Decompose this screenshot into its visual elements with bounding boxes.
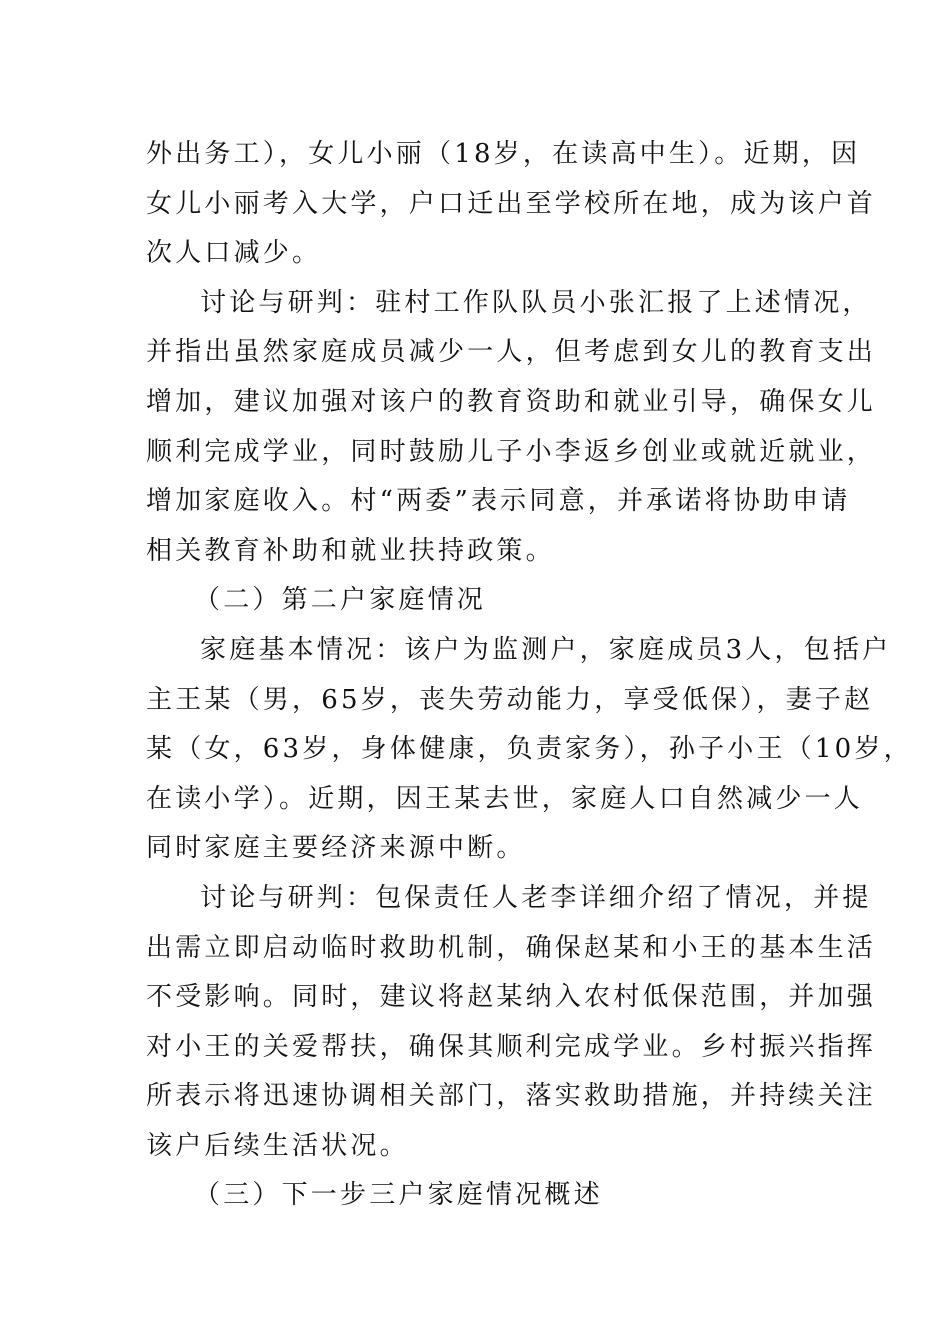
document-body (146, 130, 913, 1221)
paragraph-line: 次人口减少。 (146, 238, 322, 269)
paragraph-line: 在读小学）。近期，因王某去世，家庭人口自然减少一人 (146, 783, 864, 814)
paragraph-line: 所表示将迅速协调相关部门，落实救助措施，并持续关注 (146, 1081, 877, 1112)
paragraph-line: 增加家庭收入。村“两委”表示同意，并承诺将协助申请 (146, 486, 851, 517)
paragraph-line: 主王某（男，65岁，丧失劳动能力，享受低保），妻子赵 (146, 684, 874, 715)
paragraph-line: 女儿小丽考入大学，户口迁出至学校所在地，成为该户首 (146, 188, 877, 219)
paragraph-line: 并指出虽然家庭成员减少一人，但考虑到女儿的教育支出 (146, 337, 877, 368)
paragraph-line: 同时家庭主要经济来源中断。 (146, 833, 526, 864)
paragraph-line: 相关教育补助和就业扶持政策。 (146, 535, 555, 566)
paragraph-line: 该户后续生活状况。 (146, 1130, 409, 1161)
paragraph-line: 某（女，63岁，身体健康，负责家务），孙子小王（10岁， (146, 734, 913, 765)
paragraph-line: 讨论与研判：驻村工作队队员小张汇报了上述情况， (200, 287, 872, 318)
paragraph-line: 外出务工），女儿小丽（18岁，在读高中生）。近期，因 (146, 139, 861, 169)
section-heading: （三）下一步三户家庭情况概述 (194, 1180, 603, 1211)
paragraph-line: 顺利完成学业，同时鼓励儿子小李返乡创业或就近就业， (146, 436, 877, 467)
paragraph-line: 不受影响。同时，建议将赵某纳入农村低保范围，并加强 (146, 982, 877, 1013)
paragraph-line: 讨论与研判：包保责任人老李详细介绍了情况，并提 (200, 882, 872, 913)
paragraph-line: 出需立即启动临时救助机制，确保赵某和小王的基本生活 (146, 932, 877, 963)
paragraph-line: 增加，建议加强对该户的教育资助和就业引导，确保女儿 (146, 386, 877, 417)
section-heading: （二）第二户家庭情况 (194, 585, 487, 616)
paragraph-line: 对小王的关爱帮扶，确保其顺利完成学业。乡村振兴指挥 (146, 1031, 877, 1062)
paragraph-line: 家庭基本情况：该户为监测户，家庭成员3人，包括户 (200, 634, 892, 665)
